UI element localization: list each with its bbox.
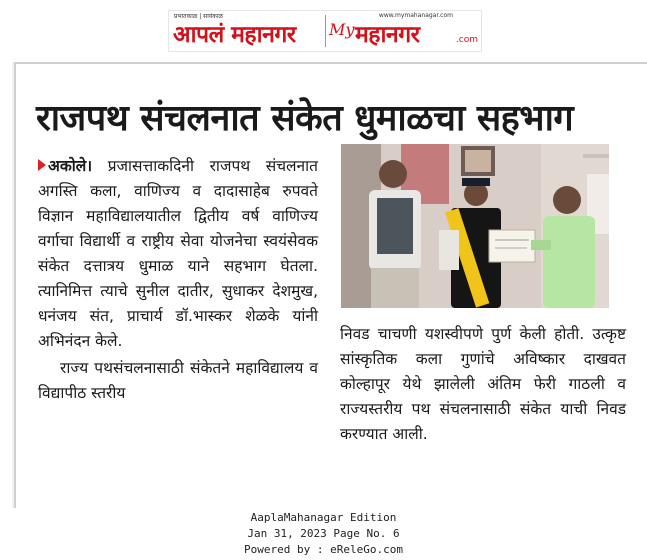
- masthead-divider: [325, 15, 326, 47]
- masthead-tagline: प्रभातकाळ | सायंकाळ: [174, 13, 223, 20]
- footer-powered-by[interactable]: Powered by : eReleGo.com: [244, 543, 403, 556]
- article-paragraph-1: [38, 154, 318, 354]
- article-photo: [341, 144, 609, 308]
- article-paragraph-2: राज्य पथसंचलनासाठी संकेतने महाविद्यालय व विद्यापीठ स्तरीय: [38, 359, 318, 402]
- masthead-web-logo: [329, 11, 479, 51]
- masthead-url: www.mymahanagar.com: [378, 12, 453, 19]
- masthead-web-name: महानगर: [355, 22, 420, 48]
- article-headline: राजपथ संचलनात संकेत धुमाळचा सहभाग: [36, 98, 574, 139]
- masthead: [168, 10, 482, 52]
- footer-edition: AaplaMahanagar Edition: [250, 511, 397, 524]
- masthead-dotcom: .com: [455, 35, 478, 45]
- article-paragraph-1-text: प्रजासत्ताकदिनी राजपथ संचलनात अगस्ति कला, वाणिज्य व दादासाहेब रुपवते विज्ञान महाविद्यालयातील द्वितीय वर्ष वाणिज्य वर्गाचा विद्यार्थी व राष्ट्रीय सेवा योजनेचा स्वयंसेवक संकेत दत्तात्रय धुमाळ याने सहभाग घेतला. त्यानिमित्त त्याचे सुनील दातीर, सुधाकर देशमुख, धनंजय संत, प्राचार्य डॉ.भास्कर शेळके यांनी अभिनंदन केले.: [38, 157, 318, 350]
- news-clipping: [14, 62, 647, 508]
- article-paragraph-3: निवड चाचणी यशस्वीपणे पुर्ण केली होती. उत्कृष्ट सांस्कृतिक कला गुणांचे अविष्कार दाखवत कोल्हापूर येथे झालेली अंतिम फेरी गाठली व राज्यस्तरीय पथ संचलनासाठी संकेत याची निवड करण्यात आली.: [340, 325, 626, 443]
- footer-date-page: Jan 31, 2023 Page No. 6: [247, 527, 400, 540]
- article-column-right: [340, 322, 626, 447]
- article-column-left: [38, 154, 318, 406]
- award-photo-illustration: [341, 144, 609, 308]
- masthead-my-label: My: [329, 20, 355, 39]
- masthead-print-logo: [171, 11, 325, 51]
- edition-footer: [0, 510, 647, 558]
- lead-arrow-icon: [38, 159, 46, 171]
- masthead-print-name: आपलं महानगर: [173, 22, 296, 48]
- article-dateline: अकोले।: [48, 157, 93, 175]
